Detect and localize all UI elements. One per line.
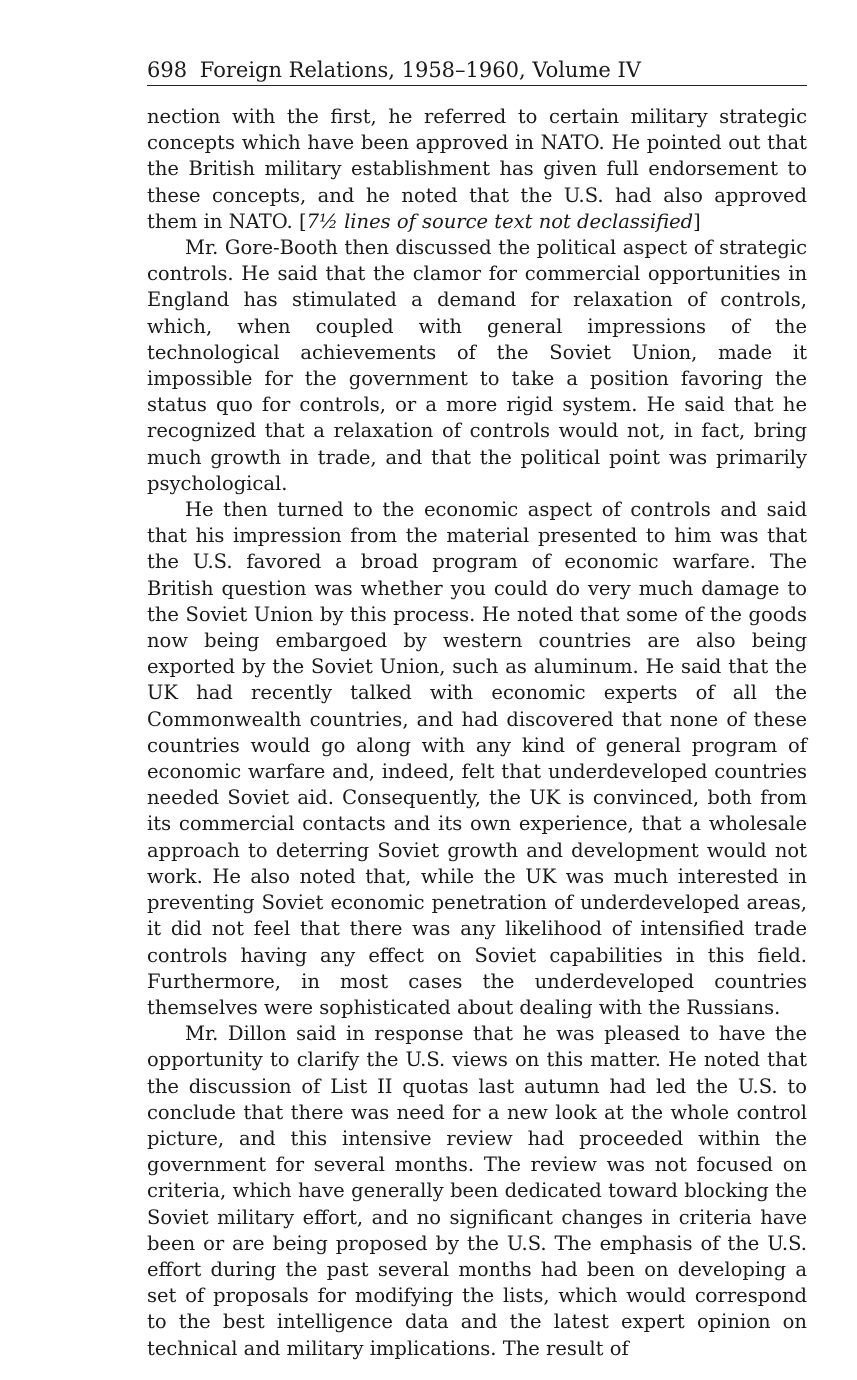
editorial-note: 7½ lines of source text not declassified bbox=[306, 209, 694, 233]
running-header bbox=[147, 58, 807, 86]
page-number: 698 bbox=[147, 58, 188, 82]
paragraph-3: He then turned to the economic aspect of controls and said that his impression from the material presented to him was that the U.S. favored a broad program of economic warfare. The British question was whether you could do very much damage to the Soviet Union by this process. He noted that some of the goods now being embargoed by western countries are also being exported by the Soviet Union, such as aluminum. He said that the UK had recently talked with economic experts of all the Commonwealth countries, and had discovered that none of these countries would go along with any kind of general program of economic warfare and, indeed, felt that underdeveloped countries needed Soviet aid. Consequently, the UK is convinced, both from its commercial contacts and its own experience, that a wholesale approach to deterring Soviet growth and development would not work. He also noted that, while the UK was much interested in preventing Soviet economic penetration of underdeveloped areas, it did not feel that there was any likelihood of intensified trade controls having any effect on Soviet capabilities in this field. Furthermore, in most cases the underdeveloped countries themselves were sophisticated about dealing with the Russians. bbox=[147, 498, 807, 1019]
body-text bbox=[147, 104, 807, 1362]
paragraph-1 bbox=[147, 104, 807, 235]
volume-title: Foreign Relations, 1958–1960, Volume IV bbox=[199, 58, 641, 82]
paragraph-2: Mr. Gore-Booth then discussed the political aspect of strategic controls. He said that the clamor for commercial opportunities in England has stimulated a demand for relaxation of controls, which, when coupled with general impressions of the technological achievements of the Soviet Union, made it impossible for the government to take a position favoring the status quo for controls, or a more rigid system. He said that he recognized that a relaxation of controls would not, in fact, bring much growth in trade, and that the political point was primarily psychological. bbox=[147, 236, 807, 495]
paragraph-4: Mr. Dillon said in response that he was pleased to have the opportunity to clarify the U.S. views on this matter. He noted that the discussion of List II quotas last autumn had led the U.S. to conclude that there was need for a new look at the whole control picture, and this intensive review had proceeded within the government for several months. The review was not focused on criteria, which have generally been dedicated toward blocking the Soviet military effort, and no significant changes in criteria have been or are being proposed by the U.S. The emphasis of the U.S. effort during the past several months had been on developing a set of proposals for modifying the lists, which would correspond to the best intelligence data and the latest expert opinion on technical and military implications. The result of bbox=[147, 1022, 807, 1360]
paragraph-1-close-bracket: ] bbox=[693, 209, 701, 233]
paragraph-1-text: nection with the first, he referred to certain military strategic concepts which have been approved in NATO. He pointed out that the British military establishment has given full endorsement to these concepts, and he noted that the U.S. had also approved them in NATO. [ bbox=[147, 105, 807, 233]
document-page bbox=[147, 58, 807, 1362]
